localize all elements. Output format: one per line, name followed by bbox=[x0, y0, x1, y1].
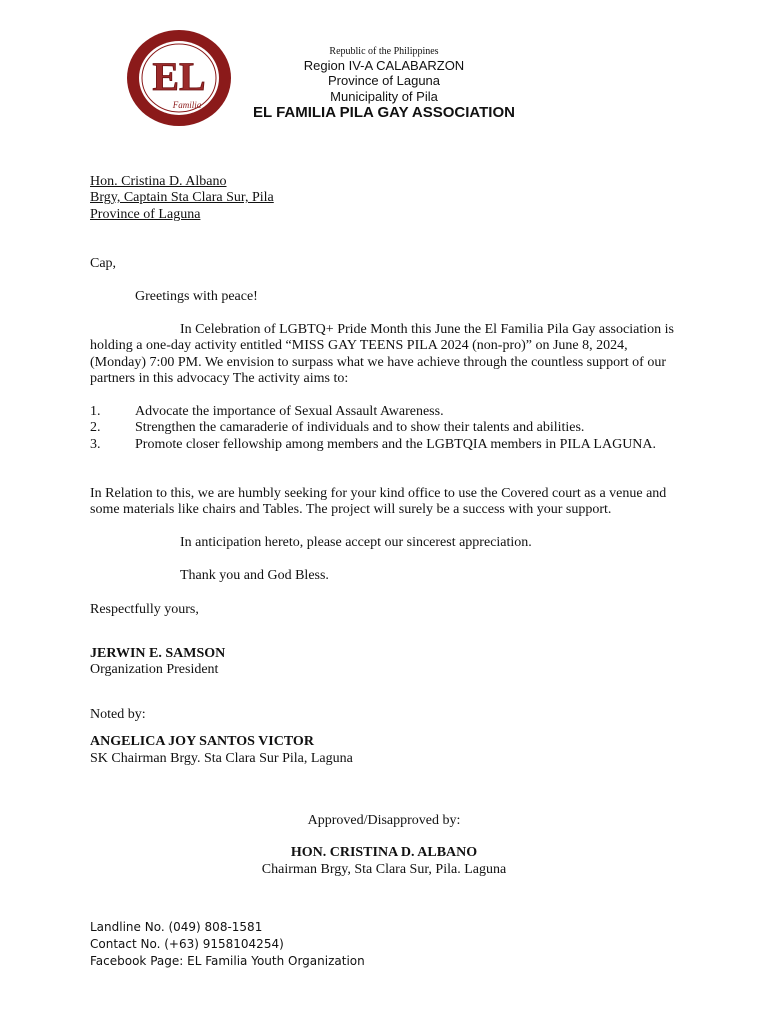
footer-landline: Landline No. (049) 808-1581 bbox=[90, 920, 263, 934]
header-region: Region IV-A CALABARZON bbox=[303, 58, 465, 73]
body-paragraph-1-line-2: holding a one-day activity entitled “MISS GAY TEENS PILA 2024 (non-pro)” on June 8, 2024, bbox=[90, 338, 628, 353]
list-item bbox=[90, 437, 656, 453]
signatory-name: JERWIN E. SAMSON bbox=[90, 646, 226, 661]
approval-title: Chairman Brgy, Sta Clara Sur, Pila. Laguna bbox=[261, 862, 507, 877]
header-municipality: Municipality of Pila bbox=[330, 89, 438, 104]
footer-facebook: Facebook Page: EL Familia Youth Organization bbox=[90, 954, 365, 968]
signatory-title: Organization President bbox=[90, 662, 219, 677]
approval-name: HON. CRISTINA D. ALBANO bbox=[290, 845, 478, 860]
header-organization: EL FAMILIA PILA GAY ASSOCIATION bbox=[253, 104, 515, 121]
closing: Respectfully yours, bbox=[90, 602, 199, 617]
body-paragraph-1-line-1: In Celebration of LGBTQ+ Pride Month this June the El Familia Pila Gay association is bbox=[180, 322, 674, 337]
list-text: Strengthen the camaraderie of individuals and to show their talents and abilities. bbox=[135, 420, 585, 435]
list-text: Advocate the importance of Sexual Assault Awareness. bbox=[135, 404, 444, 419]
body-paragraph-3: In anticipation hereto, please accept our sincerest appreciation. bbox=[180, 535, 532, 550]
recipient-name: Hon. Cristina D. Albano bbox=[90, 174, 227, 189]
body-paragraph-1-line-3: (Monday) 7:00 PM. We envision to surpass what we have achieve through the countless support of our bbox=[90, 355, 667, 370]
noted-name: ANGELICA JOY SANTOS VICTOR bbox=[90, 734, 314, 749]
list-item bbox=[90, 404, 444, 420]
footer-contact: Contact No. (+63) 9158104254) bbox=[90, 937, 284, 951]
header-republic: Republic of the Philippines bbox=[329, 46, 439, 57]
header-province: Province of Laguna bbox=[327, 73, 441, 88]
body-paragraph-1-line-4: partners in this advocacy The activity aims to: bbox=[90, 371, 349, 386]
list-item bbox=[90, 420, 584, 436]
noted-title: SK Chairman Brgy. Sta Clara Sur Pila, Laguna bbox=[90, 751, 353, 766]
list-number: 1. bbox=[90, 404, 101, 419]
recipient-title: Brgy, Captain Sta Clara Sur, Pila bbox=[90, 190, 274, 205]
salutation: Cap, bbox=[90, 256, 117, 271]
body-paragraph-4: Thank you and God Bless. bbox=[180, 568, 329, 583]
body-paragraph-2-line-2: some materials like chairs and Tables. The project will surely be a success with your support. bbox=[90, 502, 612, 517]
body-paragraph-2-line-1: In Relation to this, we are humbly seeking for your kind office to use the Covered court as a venue and bbox=[90, 486, 667, 501]
list-text: Promote closer fellowship among members and the LGBTQIA members in PILA LAGUNA. bbox=[135, 437, 657, 452]
list-number: 2. bbox=[90, 420, 101, 435]
approval-label: Approved/Disapproved by: bbox=[307, 813, 461, 828]
svg-text:Familia: Familia bbox=[172, 100, 202, 110]
noted-label: Noted by: bbox=[90, 707, 146, 722]
list-number: 3. bbox=[90, 437, 101, 452]
greeting: Greetings with peace! bbox=[135, 289, 258, 304]
svg-text:EL: EL bbox=[152, 54, 206, 99]
recipient-province: Province of Laguna bbox=[90, 207, 201, 222]
